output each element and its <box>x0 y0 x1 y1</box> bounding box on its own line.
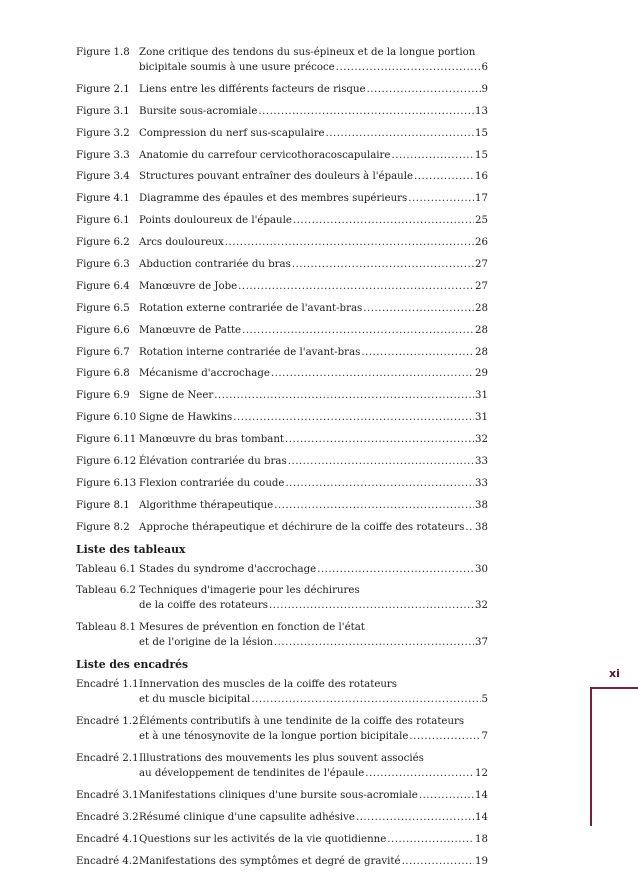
entry-description <box>139 498 488 513</box>
entry-line <box>139 677 488 692</box>
entry-title-text: Techniques d'imagerie pour les déchirures <box>139 585 360 597</box>
entry-line <box>139 148 488 163</box>
entry-line <box>139 388 488 403</box>
entry-label: Figure 6.8 <box>76 368 130 380</box>
entry-line <box>139 520 488 535</box>
dot-leader <box>317 562 474 577</box>
entry-description <box>139 279 488 294</box>
figure-entry <box>76 323 488 338</box>
figure-entry <box>76 454 488 469</box>
dot-leader <box>293 213 474 228</box>
entry-page-number: 9 <box>481 83 488 95</box>
dot-leader <box>271 366 474 381</box>
entry-page-number: 38 <box>475 521 488 533</box>
entry-title-text: Résumé clinique d'une capsulite adhésive <box>139 811 355 823</box>
dot-leader <box>325 126 474 141</box>
entry-page-number: 16 <box>475 171 488 183</box>
entry-description <box>139 345 488 360</box>
entry-title-text: bicipitale soumis à une usure précoce <box>139 62 335 73</box>
entry-title-text: Liens entre les différents facteurs de risque <box>139 83 366 95</box>
entry-label: Figure 2.1 <box>76 83 130 95</box>
entry-line <box>139 432 488 447</box>
dot-leader <box>336 60 481 75</box>
entry-description <box>139 454 488 469</box>
entry-line <box>139 345 488 360</box>
entry-description <box>139 104 488 119</box>
tables-list <box>76 562 488 651</box>
figure-entry <box>76 257 488 272</box>
dot-leader <box>414 169 474 184</box>
entry-label: Figure 6.5 <box>76 302 130 314</box>
entry-title-text: Rotation interne contrariée de l'avant-bras <box>139 346 361 358</box>
entry-page-number: 28 <box>475 324 488 336</box>
page-number: xi <box>609 667 620 680</box>
figure-entry <box>76 498 488 513</box>
box-entry <box>76 810 488 825</box>
entry-line <box>139 729 488 744</box>
figure-entry <box>76 476 488 491</box>
entry-title-text: Rotation externe contrariée de l'avant-bras <box>139 302 363 314</box>
boxes-list <box>76 677 488 868</box>
entry-description <box>139 169 488 184</box>
entry-title-text: Anatomie du carrefour cervicothoracoscapulaire <box>139 149 391 161</box>
figure-entry <box>76 301 488 316</box>
entry-page-number: 28 <box>475 346 488 358</box>
dot-leader <box>387 832 474 847</box>
dot-leader <box>242 323 474 338</box>
entry-title-text: Manœuvre du bras tombant <box>139 434 284 446</box>
entry-line <box>139 279 488 294</box>
entry-page-number: 33 <box>475 456 488 468</box>
entry-description <box>139 301 488 316</box>
entry-line <box>139 498 488 513</box>
entry-line <box>139 60 488 75</box>
entry-title-text: Zone critique des tendons du sus-épineux et de la longue portion <box>139 47 476 58</box>
entry-line <box>139 454 488 469</box>
entry-line <box>139 301 488 316</box>
entry-description <box>139 620 488 650</box>
dot-leader <box>409 729 480 744</box>
entry-label: Figure 1.8 <box>76 47 130 58</box>
entry-label: Figure 3.3 <box>76 149 130 161</box>
figure-entry <box>76 169 488 184</box>
table-entry <box>76 620 488 650</box>
entry-page-number: 38 <box>475 499 488 511</box>
entry-title-text: et à une ténosynovite de la longue portion bicipitale <box>139 731 409 743</box>
entry-line <box>139 854 488 869</box>
entry-label: Figure 6.3 <box>76 259 130 271</box>
figure-entry <box>76 191 488 206</box>
entry-title-text: Manœuvre de Patte <box>139 324 242 336</box>
figure-entry <box>76 410 488 425</box>
entry-page-number: 27 <box>475 259 488 271</box>
entry-description <box>139 126 488 141</box>
dot-leader <box>288 454 474 469</box>
dot-leader <box>365 766 474 781</box>
box-entry <box>76 832 488 847</box>
entry-description <box>139 213 488 228</box>
dot-leader <box>251 692 480 707</box>
figure-entry <box>76 366 488 381</box>
entry-title-text: Éléments contributifs à une tendinite de la coiffe des rotateurs <box>139 716 465 728</box>
entry-description <box>139 45 488 75</box>
entry-description <box>139 562 488 577</box>
figure-entry <box>76 345 488 360</box>
entry-line <box>139 788 488 803</box>
entry-line <box>139 45 488 60</box>
figure-entry <box>76 82 488 97</box>
entry-line <box>139 562 488 577</box>
entry-page-number: 37 <box>475 637 488 649</box>
entry-page-number: 29 <box>475 368 488 380</box>
entry-title-text: Signe de Hawkins <box>139 412 233 424</box>
entry-description <box>139 677 488 707</box>
entry-line <box>139 620 488 635</box>
entry-page-number: 6 <box>481 62 488 73</box>
figure-entry <box>76 235 488 250</box>
table-entry <box>76 562 488 577</box>
figure-entry <box>76 432 488 447</box>
entry-label: Figure 6.12 <box>76 456 137 468</box>
dot-leader <box>391 148 474 163</box>
entry-label: Figure 6.4 <box>76 280 130 292</box>
page-marker-rule-vertical <box>590 687 592 826</box>
entry-description <box>139 235 488 250</box>
entry-page-number: 13 <box>475 105 488 117</box>
entry-label: Tableau 6.1 <box>76 563 136 575</box>
entry-title-text: Mécanisme d'accrochage <box>139 368 270 380</box>
entry-line <box>139 692 488 707</box>
entry-description <box>139 810 488 825</box>
entry-label: Encadré 1.2 <box>76 716 139 728</box>
entry-page-number: 17 <box>475 193 488 205</box>
figure-entry <box>76 104 488 119</box>
entry-page-number: 32 <box>475 600 488 612</box>
entry-description <box>139 323 488 338</box>
entry-description <box>139 788 488 803</box>
dot-leader <box>367 82 481 97</box>
entry-description <box>139 476 488 491</box>
dot-leader <box>285 476 474 491</box>
entry-description <box>139 832 488 847</box>
box-entry <box>76 788 488 803</box>
entry-description <box>139 148 488 163</box>
dot-leader <box>356 810 474 825</box>
figure-entry <box>76 520 488 535</box>
entry-page-number: 31 <box>475 412 488 424</box>
dot-leader <box>363 301 474 316</box>
entry-page-number: 14 <box>475 789 488 801</box>
dot-leader <box>225 235 474 250</box>
entry-page-number: 26 <box>475 237 488 249</box>
entry-title-text: Points douloureux de l'épaule <box>139 215 292 227</box>
entry-title-text: Questions sur les activités de la vie quotidienne <box>139 833 387 845</box>
box-entry <box>76 751 488 781</box>
table-entry <box>76 583 488 613</box>
entry-page-number: 30 <box>475 563 488 575</box>
entry-description <box>139 751 488 781</box>
page-marker-rule-horizontal <box>590 687 638 689</box>
entry-title-text: Stades du syndrome d'accrochage <box>139 563 317 575</box>
entry-page-number: 25 <box>475 215 488 227</box>
boxes-section-title: Liste des encadrés <box>76 658 189 672</box>
entry-page-number: 14 <box>475 811 488 823</box>
entry-page-number: 5 <box>481 694 488 706</box>
entry-label: Figure 6.2 <box>76 237 130 249</box>
figure-entry <box>76 279 488 294</box>
entry-label: Tableau 6.2 <box>76 585 136 597</box>
entry-title-text: Manœuvre de Jobe <box>139 280 238 292</box>
entry-label: Figure 8.1 <box>76 499 130 511</box>
entry-label: Figure 3.4 <box>76 171 130 183</box>
dot-leader <box>238 279 474 294</box>
entry-description <box>139 257 488 272</box>
entry-page-number: 15 <box>475 127 488 139</box>
entry-page-number: 31 <box>475 390 488 402</box>
entry-line <box>139 366 488 381</box>
entry-description <box>139 191 488 206</box>
dot-leader <box>285 432 474 447</box>
entry-label: Figure 4.1 <box>76 193 130 205</box>
figure-entry <box>76 148 488 163</box>
entry-label: Encadré 4.2 <box>76 855 139 867</box>
box-entry <box>76 714 488 744</box>
entry-description <box>139 366 488 381</box>
entry-title-text: Structures pouvant entraîner des douleurs à l'épaule <box>139 171 414 183</box>
entry-title-text: Approche thérapeutique et déchirure de la coiffe des rotateurs <box>139 521 465 533</box>
entry-line <box>139 213 488 228</box>
entry-label: Figure 3.1 <box>76 105 130 117</box>
entry-title-text: Mesures de prévention en fonction de l'état <box>139 622 365 634</box>
entry-title-text: Flexion contrariée du coude <box>139 477 285 489</box>
dot-leader <box>419 788 474 803</box>
figure-entry <box>76 213 488 228</box>
figure-entry <box>76 388 488 403</box>
entry-page-number: 28 <box>475 302 488 314</box>
entry-page-number: 19 <box>475 855 488 867</box>
entry-description <box>139 583 488 613</box>
dot-leader <box>233 410 474 425</box>
entry-title-text: Bursite sous-acromiale <box>139 105 258 117</box>
entry-line <box>139 751 488 766</box>
dot-leader <box>274 635 474 650</box>
dot-leader <box>214 388 474 403</box>
entry-line <box>139 323 488 338</box>
entry-label: Figure 6.10 <box>76 412 137 424</box>
entry-title-text: de la coiffe des rotateurs <box>139 600 268 612</box>
entry-page-number: 32 <box>475 434 488 446</box>
entry-title-text: Élévation contrariée du bras <box>139 456 287 468</box>
entry-line <box>139 714 488 729</box>
entry-label: Encadré 1.1 <box>76 679 139 691</box>
entry-line <box>139 191 488 206</box>
entry-label: Figure 6.11 <box>76 434 137 446</box>
entry-title-text: au développement de tendinites de l'épaule <box>139 768 365 780</box>
entry-description <box>139 432 488 447</box>
entry-page-number: 33 <box>475 477 488 489</box>
dot-leader <box>274 498 474 513</box>
entry-description <box>139 714 488 744</box>
entry-title-text: Arcs douloureux <box>139 237 224 249</box>
entry-label: Figure 6.6 <box>76 324 130 336</box>
entry-line <box>139 126 488 141</box>
page-marker <box>590 651 638 826</box>
entry-line <box>139 257 488 272</box>
entry-line <box>139 635 488 650</box>
entry-title-text: Manifestations des symptômes et degré de gravité <box>139 855 401 867</box>
figure-entry <box>76 45 488 75</box>
entry-line <box>139 235 488 250</box>
entry-line <box>139 169 488 184</box>
entry-label: Encadré 3.2 <box>76 811 139 823</box>
entry-description <box>139 520 488 535</box>
entry-page-number: 15 <box>475 149 488 161</box>
entry-label: Tableau 8.1 <box>76 622 136 634</box>
entry-line <box>139 832 488 847</box>
dot-leader <box>408 191 474 206</box>
entry-line <box>139 810 488 825</box>
table-of-contents <box>76 45 488 876</box>
entry-label: Figure 6.1 <box>76 215 130 227</box>
entry-title-text: Manifestations cliniques d'une bursite sous-acromiale <box>139 789 418 801</box>
entry-label: Encadré 4.1 <box>76 833 139 845</box>
entry-description <box>139 854 488 869</box>
box-entry <box>76 854 488 869</box>
entry-page-number: 12 <box>475 768 488 780</box>
entry-line <box>139 82 488 97</box>
entry-label: Figure 6.13 <box>76 477 137 489</box>
tables-section-title: Liste des tableaux <box>76 542 186 556</box>
dot-leader <box>465 520 474 535</box>
dot-leader <box>361 345 474 360</box>
box-entry <box>76 677 488 707</box>
entry-description <box>139 388 488 403</box>
entry-description <box>139 82 488 97</box>
entry-label: Figure 8.2 <box>76 521 130 533</box>
entry-label: Figure 6.9 <box>76 390 130 402</box>
entry-title-text: Compression du nerf sus-scapulaire <box>139 127 325 139</box>
entry-line <box>139 476 488 491</box>
entry-title-text: Innervation des muscles de la coiffe des rotateurs <box>139 679 398 691</box>
dot-leader <box>402 854 474 869</box>
dot-leader <box>292 257 474 272</box>
figure-entry <box>76 126 488 141</box>
entry-line <box>139 766 488 781</box>
entry-title-text: et de l'origine de la lésion <box>139 637 273 649</box>
dot-leader <box>269 598 474 613</box>
entry-title-text: et du muscle bicipital <box>139 694 251 706</box>
entry-line <box>139 104 488 119</box>
dot-leader <box>258 104 474 119</box>
entry-line <box>139 410 488 425</box>
entry-line <box>139 583 488 598</box>
entry-title-text: Diagramme des épaules et des membres supérieurs <box>139 193 408 205</box>
entry-title-text: Abduction contrariée du bras <box>139 259 291 271</box>
entry-description <box>139 410 488 425</box>
entry-title-text: Illustrations des mouvements les plus souvent associés <box>139 753 424 765</box>
figures-list <box>76 45 488 535</box>
entry-line <box>139 598 488 613</box>
entry-title-text: Algorithme thérapeutique <box>139 499 274 511</box>
entry-page-number: 18 <box>475 833 488 845</box>
entry-page-number: 27 <box>475 280 488 292</box>
entry-page-number: 7 <box>481 731 488 743</box>
entry-label: Figure 3.2 <box>76 127 130 139</box>
entry-label: Figure 6.7 <box>76 346 130 358</box>
entry-label: Encadré 3.1 <box>76 789 139 801</box>
entry-label: Encadré 2.1 <box>76 753 139 765</box>
entry-title-text: Signe de Neer <box>139 390 214 402</box>
